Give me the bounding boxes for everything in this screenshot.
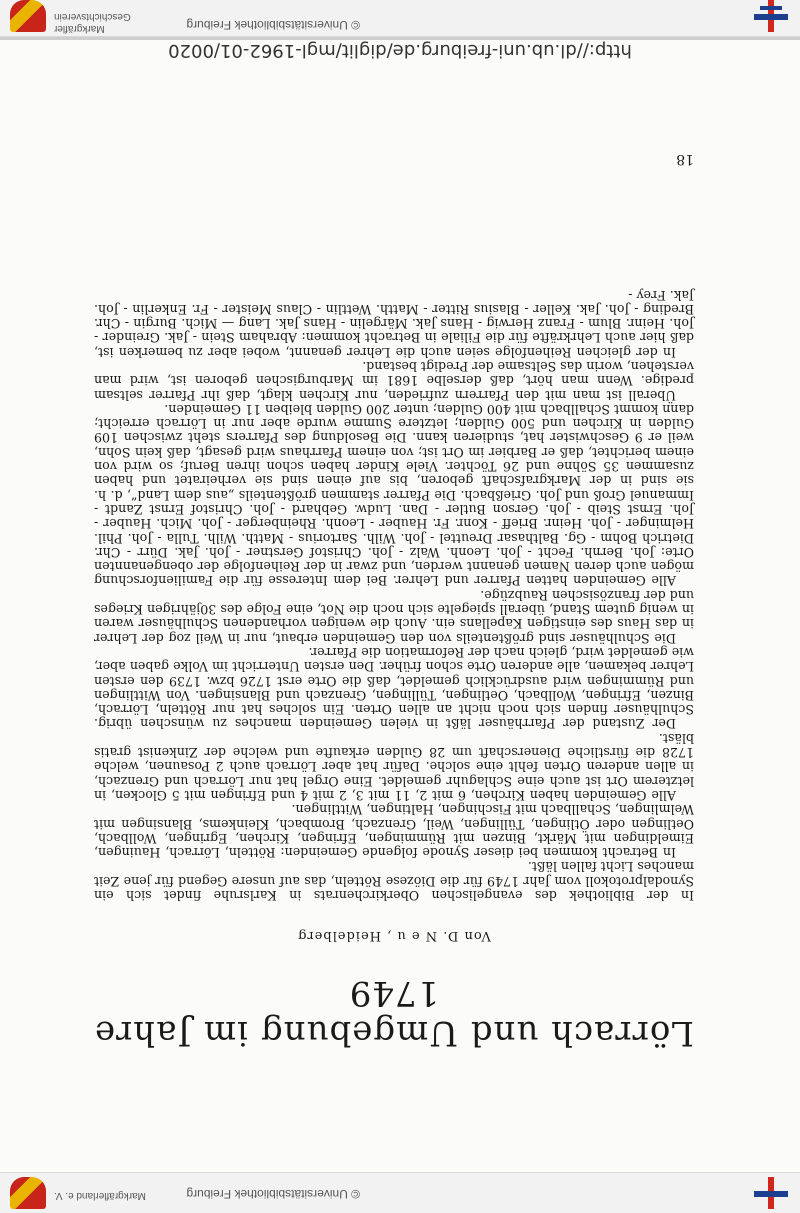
article-content: [94, 287, 694, 1053]
society-crest-icon-2: [10, 0, 46, 32]
university-library-logo-icon-2: [754, 0, 788, 32]
society-crest-icon: [10, 1177, 46, 1209]
permalink-url[interactable]: http://dl.ub.uni-freiburg.de/diglit/mgl-1962-01/0020: [168, 40, 632, 61]
society-line-1: Markgräfler: [54, 23, 105, 34]
paragraph-7: Überall ist man mit den Pfarrern zufrieden, nur Kirchen klagt, daß ihr Pfarrer seltsam predige. Wenn man hört, daß derselbe 1681 im Marburgischen geboren ist, wird man verstehen, worin das Seltsame der Predigt bestand.: [94, 359, 694, 403]
article-body: [94, 287, 694, 902]
paragraph-8: In der gleichen Reihenfolge seien auch die Lehrer genannt, wobei aber zu bemerken ist, daß hier auch Lehrkräfte für die Filiale in Betracht kommen: Abraham Stein - Jak. Greinder - Joh. Heinr. Blum - Franz Herwig - Hans Jak. Märgelin - Hans Jak. Lang — Mich. Burgin - Chr. Breding - Joh. Jak. Keller - Blasius Ritter - Matth. Wettlin - Claus Meister - Fr. Enkerlin - Joh. Jak. Frey -: [94, 287, 694, 360]
article-title: Lörrach und Umgebung im Jahre 1749: [94, 973, 694, 1053]
scanned-page: [0, 40, 800, 1177]
paragraph-2: In Betracht kommen bei dieser Synode folgende Gemeinden: Rötteln, Lörrach, Hauingen, Eimeldingen mit Märkt, Binzen mit Rümmingen, Efringen, Kirchen, Egringen, Wollbach, Oetlingen oder Ötlingen, Tüllingen, Weil, Grenzach, Brombach, Kleinkems, Blansingen mit Welmlingen, Schallbach mit Fischingen, Haltingen, Wittlingen.: [94, 802, 694, 861]
paragraph-5: Die Schulhäuser sind größtenteils von den Gemeinden erbaut, nur in Weil zog der Lehrer in das Haus des einstigen Kapellans ein. Auch die wenigen vorhandenen Schulhäuser waren in wenig gutem Stand, überall spiegelte sich noch die Not, eine Folge des 30jährigen Krieges und der französischen Raubzüge.: [94, 587, 694, 646]
copyright-top: © Universitätsbibliothek Freiburg: [186, 1187, 360, 1201]
copyright-bottom: © Universitätsbibliothek Freiburg: [186, 18, 360, 32]
paragraph-6: Alle Gemeinden hatten Pfarrer und Lehrer. Bei dem Interesse für die Familienforschung mögen auch deren Namen genannt werden, und zwar in der Reihenfolge der obengenannten Orte: Joh. Bernh. Fecht - Joh. Leonh. Walz - Joh. Christof Gerstner - Joh. Jak. Dürr - Chr. Dietrich Bohm - Gg. Balthasar Dreuttel - Joh. Wilh. Sartorius - Matth. Wilh. Tulla - Joh. Phil. Helminger - Joh. Heinr. Brieff - Konr. Fr. Hauber - Leonh. Rheinberger - Joh. Mich. Hauber - Joh. Ernst Steib - Joh. Gerson Butler - Dan. Ludw. Gebhard - Joh. Christof Ernst Zandt - Immanuel Groß und Joh. Grießbach. Die Pfarrer stammen größtenteils „aus dem Land“, d. h. sie sind in der Markgrafschaft geboren, bis auf einen sind sie verheiratet und haben zusammen 35 Söhne und 26 Töchter. Viele Kinder haben schon ihren Beruf; so wird von einem berichtet, daß er Barbier im Ort ist; von einem Pfarrhaus wird gesagt, daß kein Sohn, weil er 9 Geschwister hat, studieren kann. Die Besoldung des Pfarrers steht zwischen 109 Gulden in Kirchen und 500 Gulden; letztere Summe wurde aber nur in Lörrach erreicht; dann kommt Schallbach mit 400 Gulden; unter 200 Gulden bleiben 11 Gemeinden.: [94, 401, 694, 589]
society-line-2: Geschichtsverein: [54, 11, 131, 22]
footer-bar-upper: [0, 1172, 800, 1213]
page-number: 18: [676, 151, 694, 167]
society-name-bottom: Markgräflerland e. V.: [54, 1190, 146, 1201]
article-byline: Von D. N e u , Heidelberg: [297, 928, 491, 943]
footer-bar-lower: [0, 0, 800, 37]
society-name-top: [54, 10, 131, 34]
paragraph-4: Der Zustand der Pfarrhäuser läßt in vielen Gemeinden manches zu wünschen übrig. Schulhäuser finden sich noch nicht an allen Orten. Ein solches hat nur Rötteln, Lörrach, Binzen, Efringen, Wollbach, Oetlingen, Tüllingen, Grenzach und Blansingen. Von Wittlingen und Rümmingen wird ausdrücklich gemeldet, daß die Orte erst 1726 bzw. 1739 den ersten Lehrer bekamen, alle anderen Orte schon früher. Den ersten Unterricht im Volke gaben aber, wie gemeldet wird, gleich nach der Reformation die Pfarrer.: [94, 644, 694, 732]
paragraph-3: Alle Gemeinden haben Kirchen, 6 mit 2, 11 mit 3, 2 mit 4 und Efringen mit 5 Glocken, in letzterem Ort ist auch eine Schlaguhr gemeldet. Eine Orgel hat nur Lörrach und Grenzach, in allen anderen Orten fehlt eine solche. Dafür hat aber Lörrach auch 2 Posaunen, welche 1728 die fürstliche Dienerschaft um 28 Gulden erkaufte und welche der Zinkenist gratis bläst.: [94, 730, 694, 803]
paragraph-1: In der Bibliothek des evangelischen Oberkirchenrats in Karlsruhe findet sich ein Synodalprotokoll vom Jahr 1749 für die Diözese Rötteln, das auf unsere Gegend für jene Zeit manches Licht fallen läßt.: [94, 859, 694, 903]
university-library-logo-icon: [754, 1177, 788, 1209]
